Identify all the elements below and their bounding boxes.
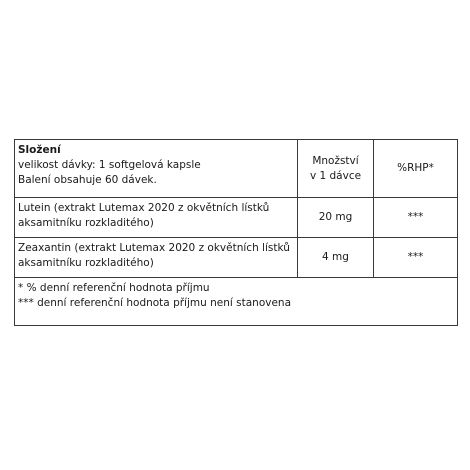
footnotes-cell bbox=[15, 278, 458, 326]
composition-header-cell bbox=[15, 140, 298, 198]
footnote-not-established: *** denní referenční hodnota příjmu není stanovena bbox=[18, 297, 291, 309]
rhp-header-cell bbox=[374, 140, 458, 198]
ingredient-name-cell bbox=[15, 198, 298, 238]
ingredient-name-line1: Zeaxantin (extrakt Lutemax 2020 z okvětních lístků bbox=[18, 242, 290, 254]
ingredient-rhp-cell bbox=[374, 198, 458, 238]
ingredient-name-line2: aksamitníku rozkladitého) bbox=[18, 257, 154, 269]
ingredient-name-line2: aksamitníku rozkladitého) bbox=[18, 217, 154, 229]
ingredient-amount: 4 mg bbox=[322, 251, 349, 263]
ingredient-rhp: *** bbox=[407, 211, 424, 223]
ingredient-rhp: *** bbox=[407, 251, 424, 263]
composition-title: Složení bbox=[18, 144, 61, 156]
ingredient-amount-cell bbox=[298, 198, 374, 238]
package-content-text: Balení obsahuje 60 dávek. bbox=[18, 174, 157, 186]
footnote-rhp: * % denní referenční hodnota příjmu bbox=[18, 282, 210, 294]
ingredient-amount: 20 mg bbox=[318, 211, 353, 223]
ingredient-amount-cell bbox=[298, 238, 374, 278]
amount-header-line1: Množství bbox=[312, 154, 359, 167]
footnotes-row bbox=[15, 278, 458, 326]
ingredient-rhp-cell bbox=[374, 238, 458, 278]
ingredient-name-cell bbox=[15, 238, 298, 278]
ingredient-name-line1: Lutein (extrakt Lutemax 2020 z okvětních lístků bbox=[18, 202, 270, 214]
table-header-row bbox=[15, 140, 458, 198]
table-row bbox=[15, 238, 458, 278]
amount-header-line2: v 1 dávce bbox=[309, 169, 362, 182]
table-row bbox=[15, 198, 458, 238]
composition-table bbox=[14, 139, 458, 326]
rhp-header-label: %RHP* bbox=[397, 162, 434, 174]
amount-header-cell bbox=[298, 140, 374, 198]
serving-size-text: velikost dávky: 1 softgelová kapsle bbox=[18, 159, 201, 171]
